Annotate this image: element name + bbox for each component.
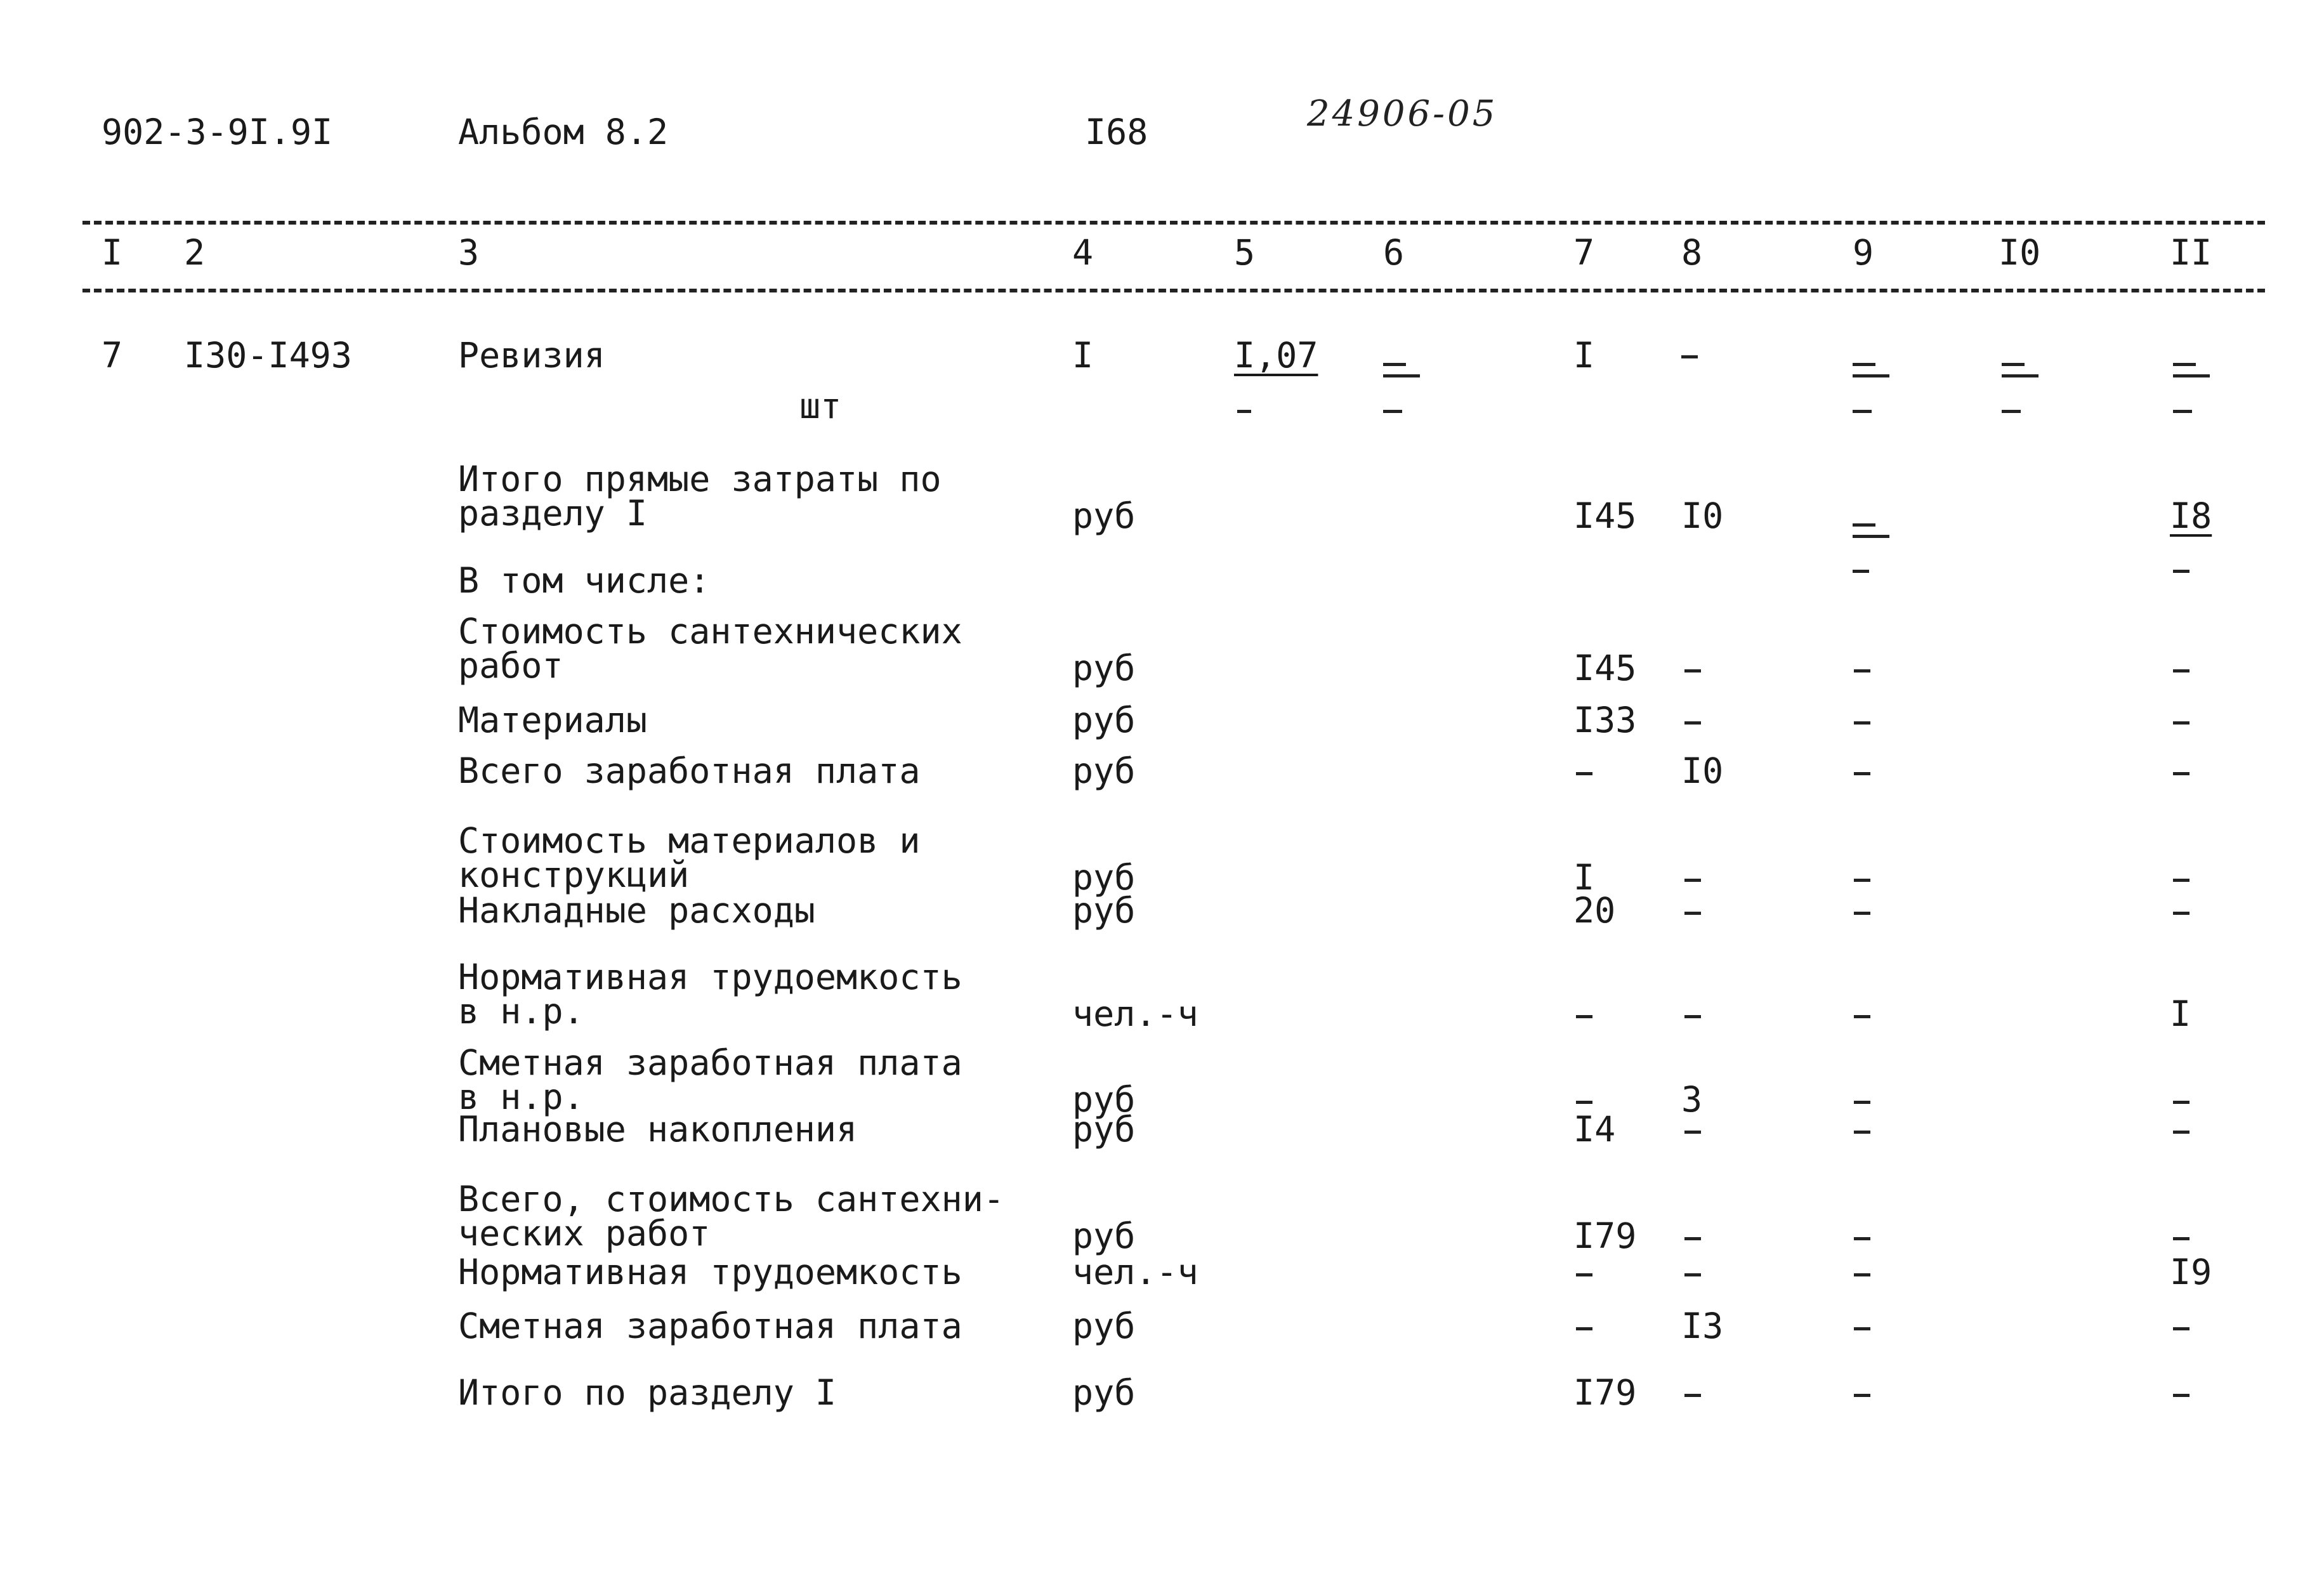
empty-mark <box>2173 410 2192 413</box>
row-col7: I79 <box>1573 1216 1637 1256</box>
empty-mark <box>1853 570 1869 573</box>
row-col7: I <box>1573 857 1595 898</box>
header-rule-top <box>82 221 2265 225</box>
empty-mark <box>1854 912 1870 915</box>
row-unit: руб <box>1072 1372 1136 1413</box>
empty-mark <box>1854 721 1870 725</box>
row-unit: руб <box>1072 1306 1136 1346</box>
empty-mark <box>1854 772 1870 775</box>
empty-mark <box>1684 1131 1701 1134</box>
row-unit: чел.-ч <box>1072 1252 1198 1292</box>
header-rule-bottom <box>82 289 2265 292</box>
empty-mark <box>1854 669 1870 672</box>
row-col8: I0 <box>1681 495 1724 536</box>
row-label-line2: в н.р. <box>458 991 584 1032</box>
empty-mark <box>1383 410 1402 413</box>
empty-mark <box>1576 1015 1592 1018</box>
empty-mark <box>1684 1015 1701 1018</box>
row-label-line1: Накладные расходы <box>458 890 815 931</box>
empty-mark <box>1854 1394 1870 1397</box>
row-col11: I8 <box>2170 495 2212 536</box>
empty-mark <box>1853 374 1889 377</box>
row-label-line1: Сметная заработная плата <box>458 1042 962 1083</box>
row-label-line2: ческих работ <box>458 1213 711 1254</box>
column-header-4: 4 <box>1072 232 1094 273</box>
row-unit: чел.-ч <box>1072 994 1198 1034</box>
row-label-line2: в н.р. <box>458 1077 584 1117</box>
empty-mark <box>1684 912 1701 915</box>
empty-mark <box>1854 1131 1870 1134</box>
empty-mark <box>1576 772 1592 775</box>
row-label-line2: работ <box>458 645 563 686</box>
empty-mark <box>1383 374 1420 377</box>
row-col8: I3 <box>1681 1306 1724 1346</box>
row-unit: руб <box>1072 1109 1136 1150</box>
item-col7: I <box>1573 335 1595 376</box>
column-header-11: II <box>2170 232 2212 273</box>
empty-mark <box>2173 1237 2189 1240</box>
column-header-2: 2 <box>184 232 206 273</box>
empty-mark <box>1576 1327 1592 1330</box>
empty-mark <box>2173 879 2189 882</box>
empty-mark <box>2173 1327 2189 1330</box>
handwritten-number: 24906-05 <box>1307 93 1498 134</box>
item-col5: I,07 <box>1234 335 1318 376</box>
row-label-line1: Итого прямые затраты по <box>458 459 942 499</box>
empty-mark <box>1853 410 1872 413</box>
row-unit: руб <box>1072 890 1136 931</box>
row-col7: I33 <box>1573 700 1637 740</box>
column-header-7: 7 <box>1573 232 1595 273</box>
empty-mark <box>1854 1015 1870 1018</box>
row-label-line1: Нормативная трудоемкость <box>458 957 962 997</box>
row-col7: I4 <box>1573 1109 1616 1150</box>
empty-mark <box>1681 355 1698 358</box>
empty-mark <box>1854 1237 1870 1240</box>
row-label-line1: Всего заработная плата <box>458 751 921 791</box>
row-col7: 20 <box>1573 890 1616 931</box>
row-label-line1: Стоимость сантехнических <box>458 611 962 652</box>
item-col4: I <box>1072 335 1094 376</box>
empty-mark <box>2173 1131 2189 1134</box>
column-header-10: I0 <box>1999 232 2041 273</box>
empty-mark <box>1853 535 1889 538</box>
album-title: Альбом 8.2 <box>458 112 669 152</box>
row-col7: I79 <box>1573 1372 1637 1413</box>
row-col8: 3 <box>1681 1079 1703 1120</box>
row-label-line2: конструкций <box>458 855 690 895</box>
row-unit: руб <box>1072 495 1136 536</box>
empty-mark <box>1853 523 1875 527</box>
row-label-line1: Итого по разделу I <box>458 1372 837 1413</box>
column-header-3: 3 <box>458 232 480 273</box>
empty-mark <box>1854 1327 1870 1330</box>
row-label-line1: Стоимость материалов и <box>458 820 921 861</box>
empty-mark <box>1237 410 1251 413</box>
empty-mark <box>2173 721 2189 725</box>
empty-mark <box>1854 1273 1870 1276</box>
row-unit: руб <box>1072 751 1136 791</box>
column-header-6: 6 <box>1383 232 1405 273</box>
row-label-line2: разделу I <box>458 493 648 534</box>
item-code: I30-I493 <box>184 335 352 376</box>
row-label-line1: Плановые накопления <box>458 1109 858 1150</box>
empty-mark <box>2002 374 2038 377</box>
row-unit: руб <box>1072 648 1136 688</box>
row-label-line1: Материалы <box>458 700 648 740</box>
row-col7: I45 <box>1573 495 1637 536</box>
empty-mark <box>1576 1273 1592 1276</box>
empty-mark <box>2002 363 2025 366</box>
row-unit: руб <box>1072 1079 1136 1120</box>
row-unit: руб <box>1072 857 1136 898</box>
empty-mark <box>2173 374 2210 377</box>
empty-mark <box>1684 1237 1701 1240</box>
empty-mark <box>1684 1273 1701 1276</box>
column-header-9: 9 <box>1853 232 1874 273</box>
column-header-1: I <box>102 232 123 273</box>
empty-mark <box>2173 1101 2189 1104</box>
row-label-line1: В том числе: <box>458 560 711 601</box>
empty-mark <box>2173 669 2189 672</box>
empty-mark <box>2173 570 2189 573</box>
row-col11: I <box>2170 994 2191 1034</box>
empty-mark <box>1684 669 1701 672</box>
empty-mark <box>1854 1101 1870 1104</box>
column-header-5: 5 <box>1234 232 1256 273</box>
item-number: 7 <box>102 335 123 376</box>
row-col11: I9 <box>2170 1252 2212 1292</box>
empty-mark <box>1684 721 1701 725</box>
item-unit-sub: шт <box>799 386 842 426</box>
empty-mark <box>1684 879 1701 882</box>
row-unit: руб <box>1072 700 1136 740</box>
empty-mark <box>2002 410 2021 413</box>
row-col7: I45 <box>1573 648 1637 688</box>
row-label-line1: Нормативная трудоемкость <box>458 1252 962 1292</box>
empty-mark <box>2173 363 2196 366</box>
empty-mark <box>2173 772 2189 775</box>
item-name: Ревизия <box>458 335 605 376</box>
column-header-8: 8 <box>1681 232 1703 273</box>
empty-mark <box>1684 1394 1701 1397</box>
empty-mark <box>1853 363 1875 366</box>
row-col8: I0 <box>1681 751 1724 791</box>
row-label-line1: Всего, стоимость сантехни- <box>458 1179 1004 1219</box>
empty-mark <box>1854 879 1870 882</box>
empty-mark <box>2173 1394 2189 1397</box>
row-unit: руб <box>1072 1216 1136 1256</box>
empty-mark <box>1576 1101 1592 1104</box>
document-code: 902-3-9I.9I <box>102 112 333 152</box>
empty-mark <box>1383 363 1406 366</box>
row-label-line1: Сметная заработная плата <box>458 1306 962 1346</box>
empty-mark <box>2173 912 2189 915</box>
page-number: I68 <box>1085 112 1148 152</box>
